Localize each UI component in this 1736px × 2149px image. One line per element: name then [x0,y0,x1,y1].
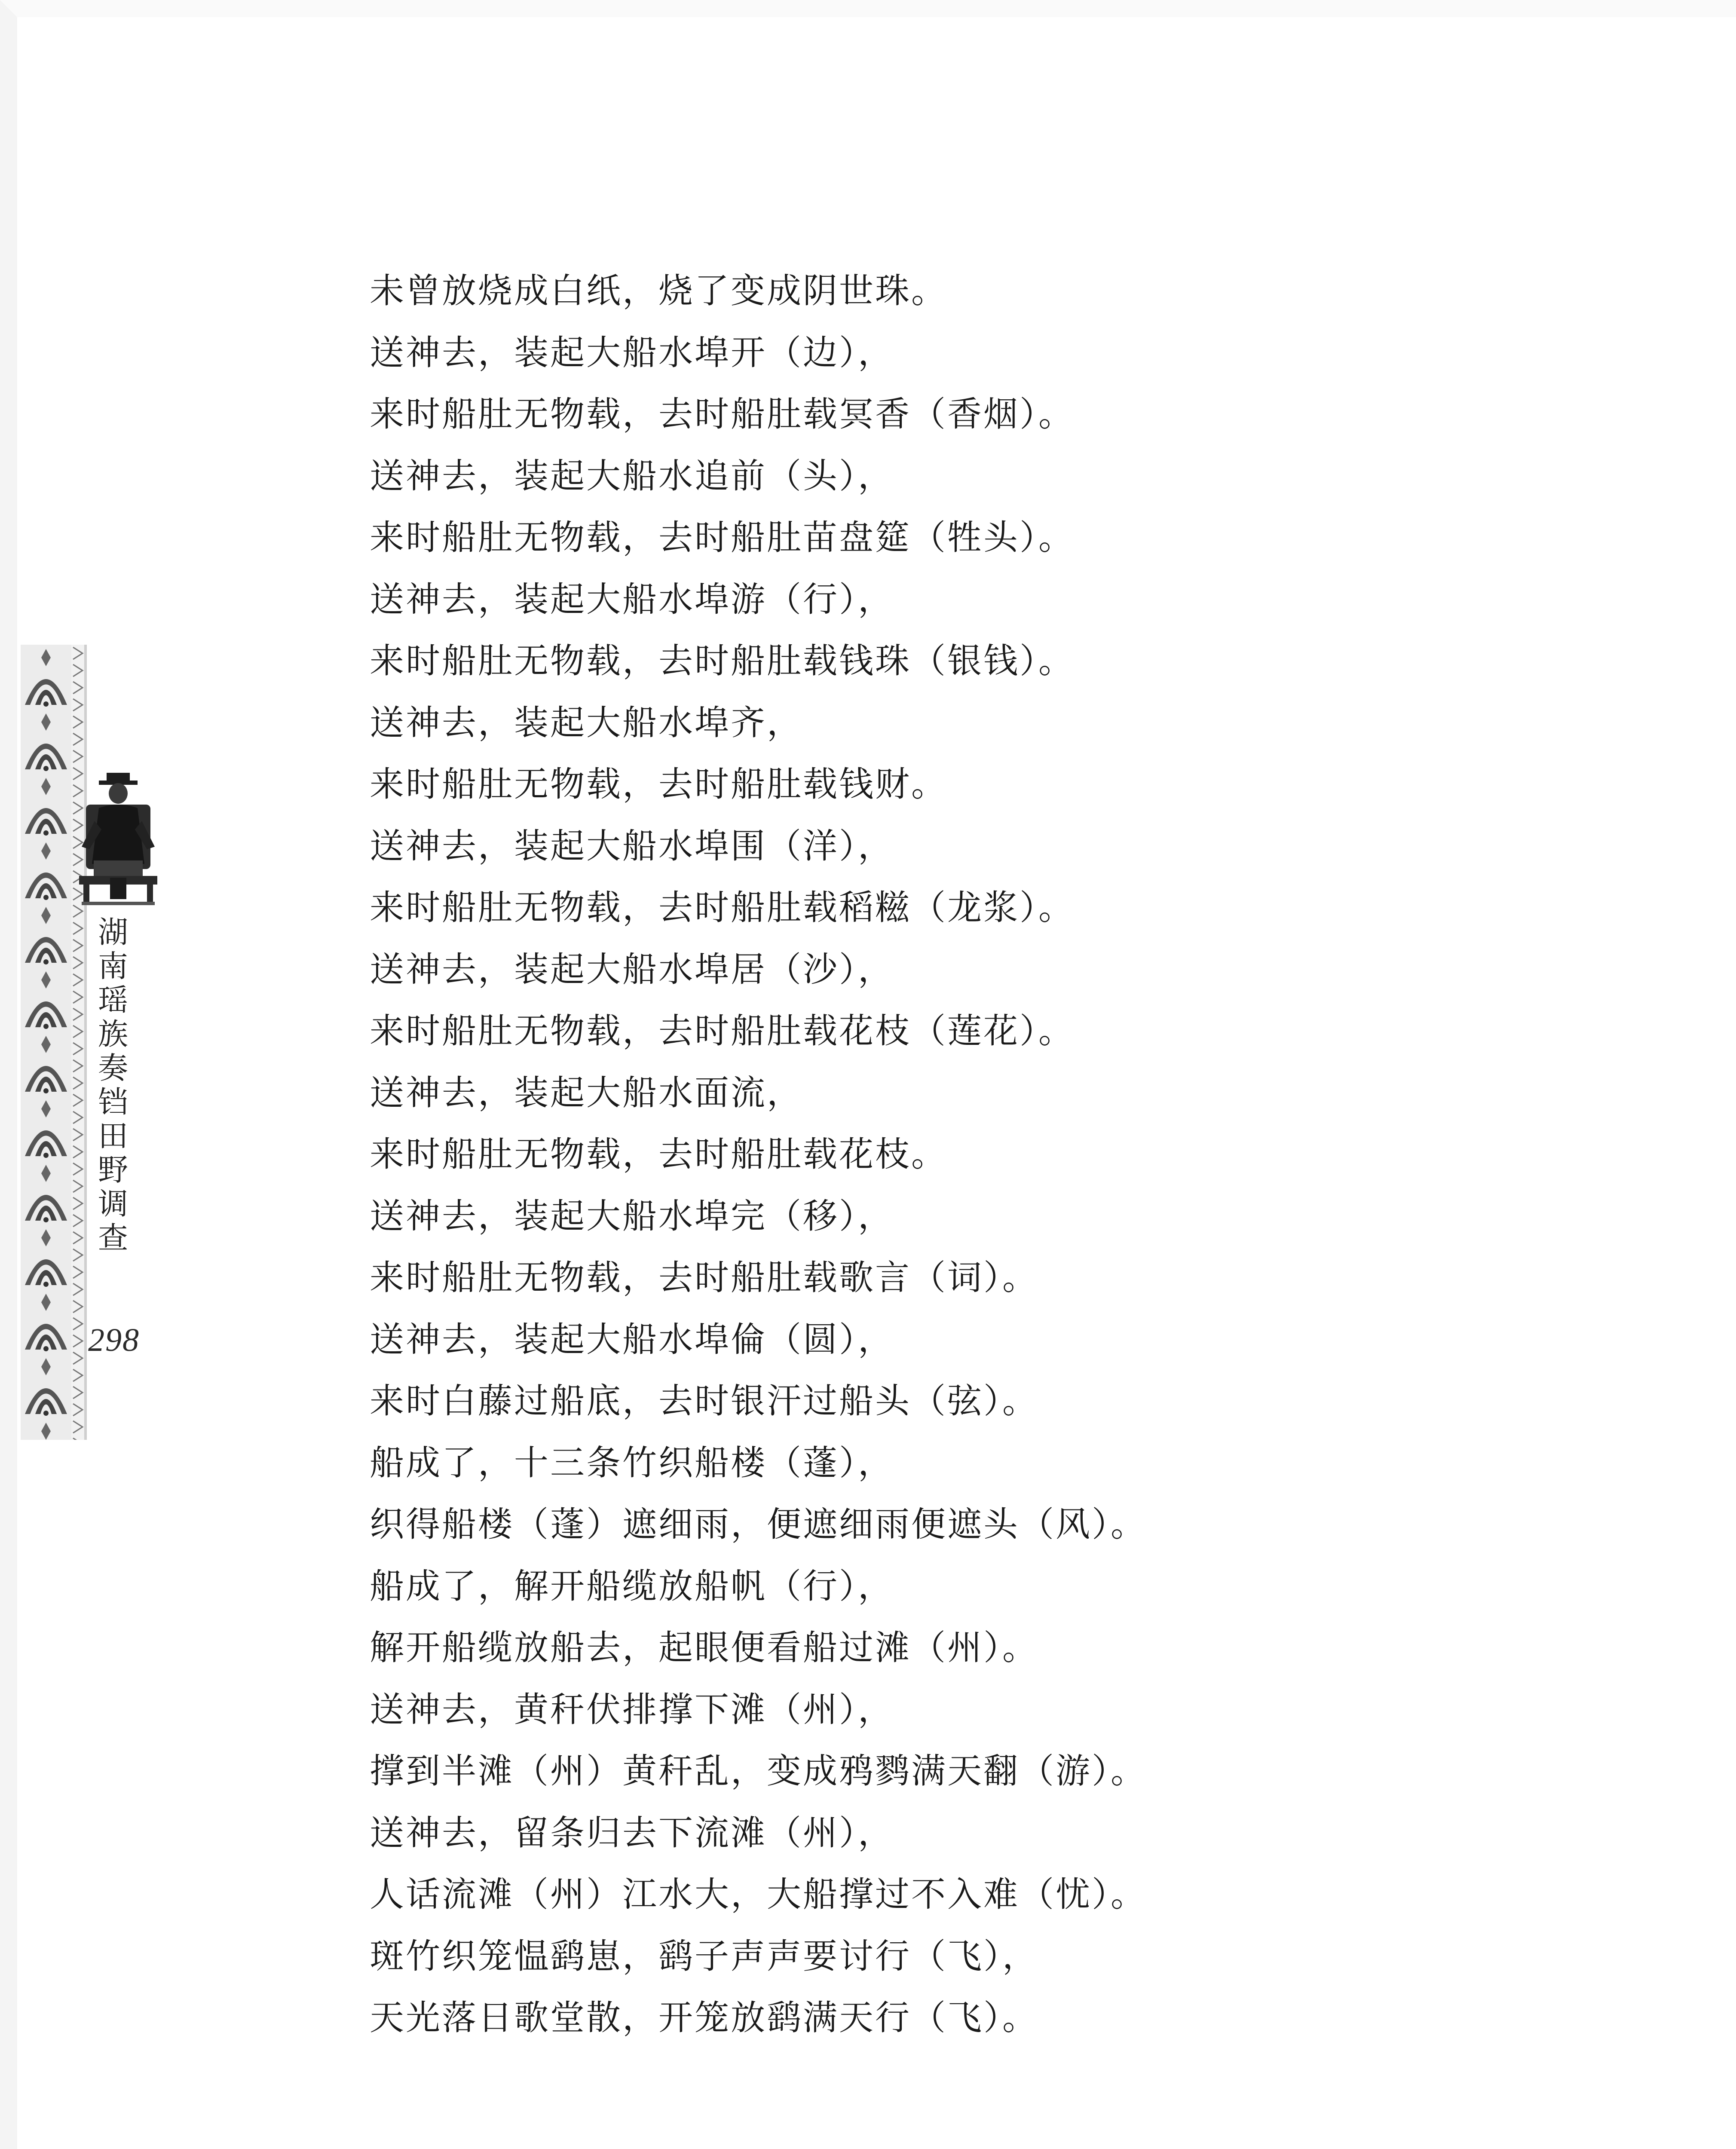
verse-line: 来时船肚无物载，去时船肚苗盘筵（牲头）。 [370,517,1075,557]
verse-line: 解开船缆放船去，起眼便看船过滩（州）。 [370,1628,1038,1668]
verse-line: 来时船肚无物载，去时船肚载花枝。 [370,1134,947,1174]
verse-line: 来时船肚无物载，去时船肚载花枝（莲花）。 [370,1011,1075,1051]
verse-line: 来时船肚无物载，去时船肚载冥香（香烟）。 [370,394,1075,434]
verse-line: 送神去，装起大船水埠倫（圆）， [370,1319,894,1359]
verse-line: 送神去，装起大船水埠游（行）， [370,579,894,619]
border-divider [84,645,87,1440]
verse-line: 撑到半滩（州）黄秆乱，变成鸦鹨满天翻（游）。 [370,1751,1147,1791]
verse-line: 来时船肚无物载，去时船肚载稻糍（龙浆）。 [370,888,1075,928]
verse-line: 送神去，装起大船水埠围（洋）， [370,826,894,866]
verse-line: 来时船肚无物载，去时船肚载钱财。 [370,764,947,804]
decorative-border [21,645,71,1440]
verse-line: 天光落日歌堂散，开笼放鹞满天行（飞）。 [370,1998,1038,2038]
verse-line: 来时白藤过船底，去时银汗过船头（弦）。 [370,1381,1038,1421]
page-number: 298 [88,1322,140,1358]
verse-text [370,260,1616,2049]
book-title-char: 查 [98,1220,128,1255]
border-pattern-icon [21,645,71,1440]
verse-line: 送神去，黄秆伏排撑下滩（州）， [370,1689,894,1730]
border-strip-icon [71,645,84,1440]
verse-line: 未曾放烧成白纸，烧了变成阴世珠。 [370,271,947,311]
book-title-char: 南 [98,949,128,984]
book-title-char: 野 [98,1152,128,1188]
verse-line: 送神去，装起大船水埠开（边）， [370,332,894,373]
book-title-char: 族 [98,1016,128,1052]
verse-line: 船成了，解开船缆放船帆（行）， [370,1566,894,1606]
verse-line: 人话流滩（州）江水大，大船撑过不入难（忧）。 [370,1874,1147,1914]
book-title-char: 调 [98,1186,128,1221]
book-title-char: 铛 [98,1084,128,1120]
verse-line: 织得船楼（蓬）遮细雨，便遮细雨便遮头（风）。 [370,1504,1147,1544]
verse-line: 送神去，装起大船水埠完（移）， [370,1196,894,1236]
verse-line: 来时船肚无物载，去时船肚载歌言（词）。 [370,1258,1038,1298]
verse-line: 送神去，装起大船水追前（头）， [370,456,894,496]
border-strip [71,645,84,1440]
book-title-char: 瑶 [98,983,128,1018]
book-title-vertical [94,915,132,1255]
seated-figure-icon [69,765,168,907]
verse-line: 船成了，十三条竹织船楼（蓬）， [370,1442,894,1483]
verse-line: 送神去，装起大船水面流， [370,1072,803,1113]
book-title-char: 田 [98,1118,128,1154]
verse-line: 来时船肚无物载，去时船肚载钱珠（银钱）。 [370,641,1075,681]
verse-line: 送神去，装起大船水埠居（沙）， [370,949,894,989]
verse-line: 斑竹织笼愠鹞崽，鹞子声声要讨行（飞）， [370,1936,1038,1976]
verse-line: 送神去，装起大船水埠齐， [370,702,803,743]
book-title-char: 奏 [98,1050,128,1086]
verse-line: 送神去，留条归去下流滩（州）， [370,1812,894,1853]
book-title-char: 湖 [98,915,128,950]
